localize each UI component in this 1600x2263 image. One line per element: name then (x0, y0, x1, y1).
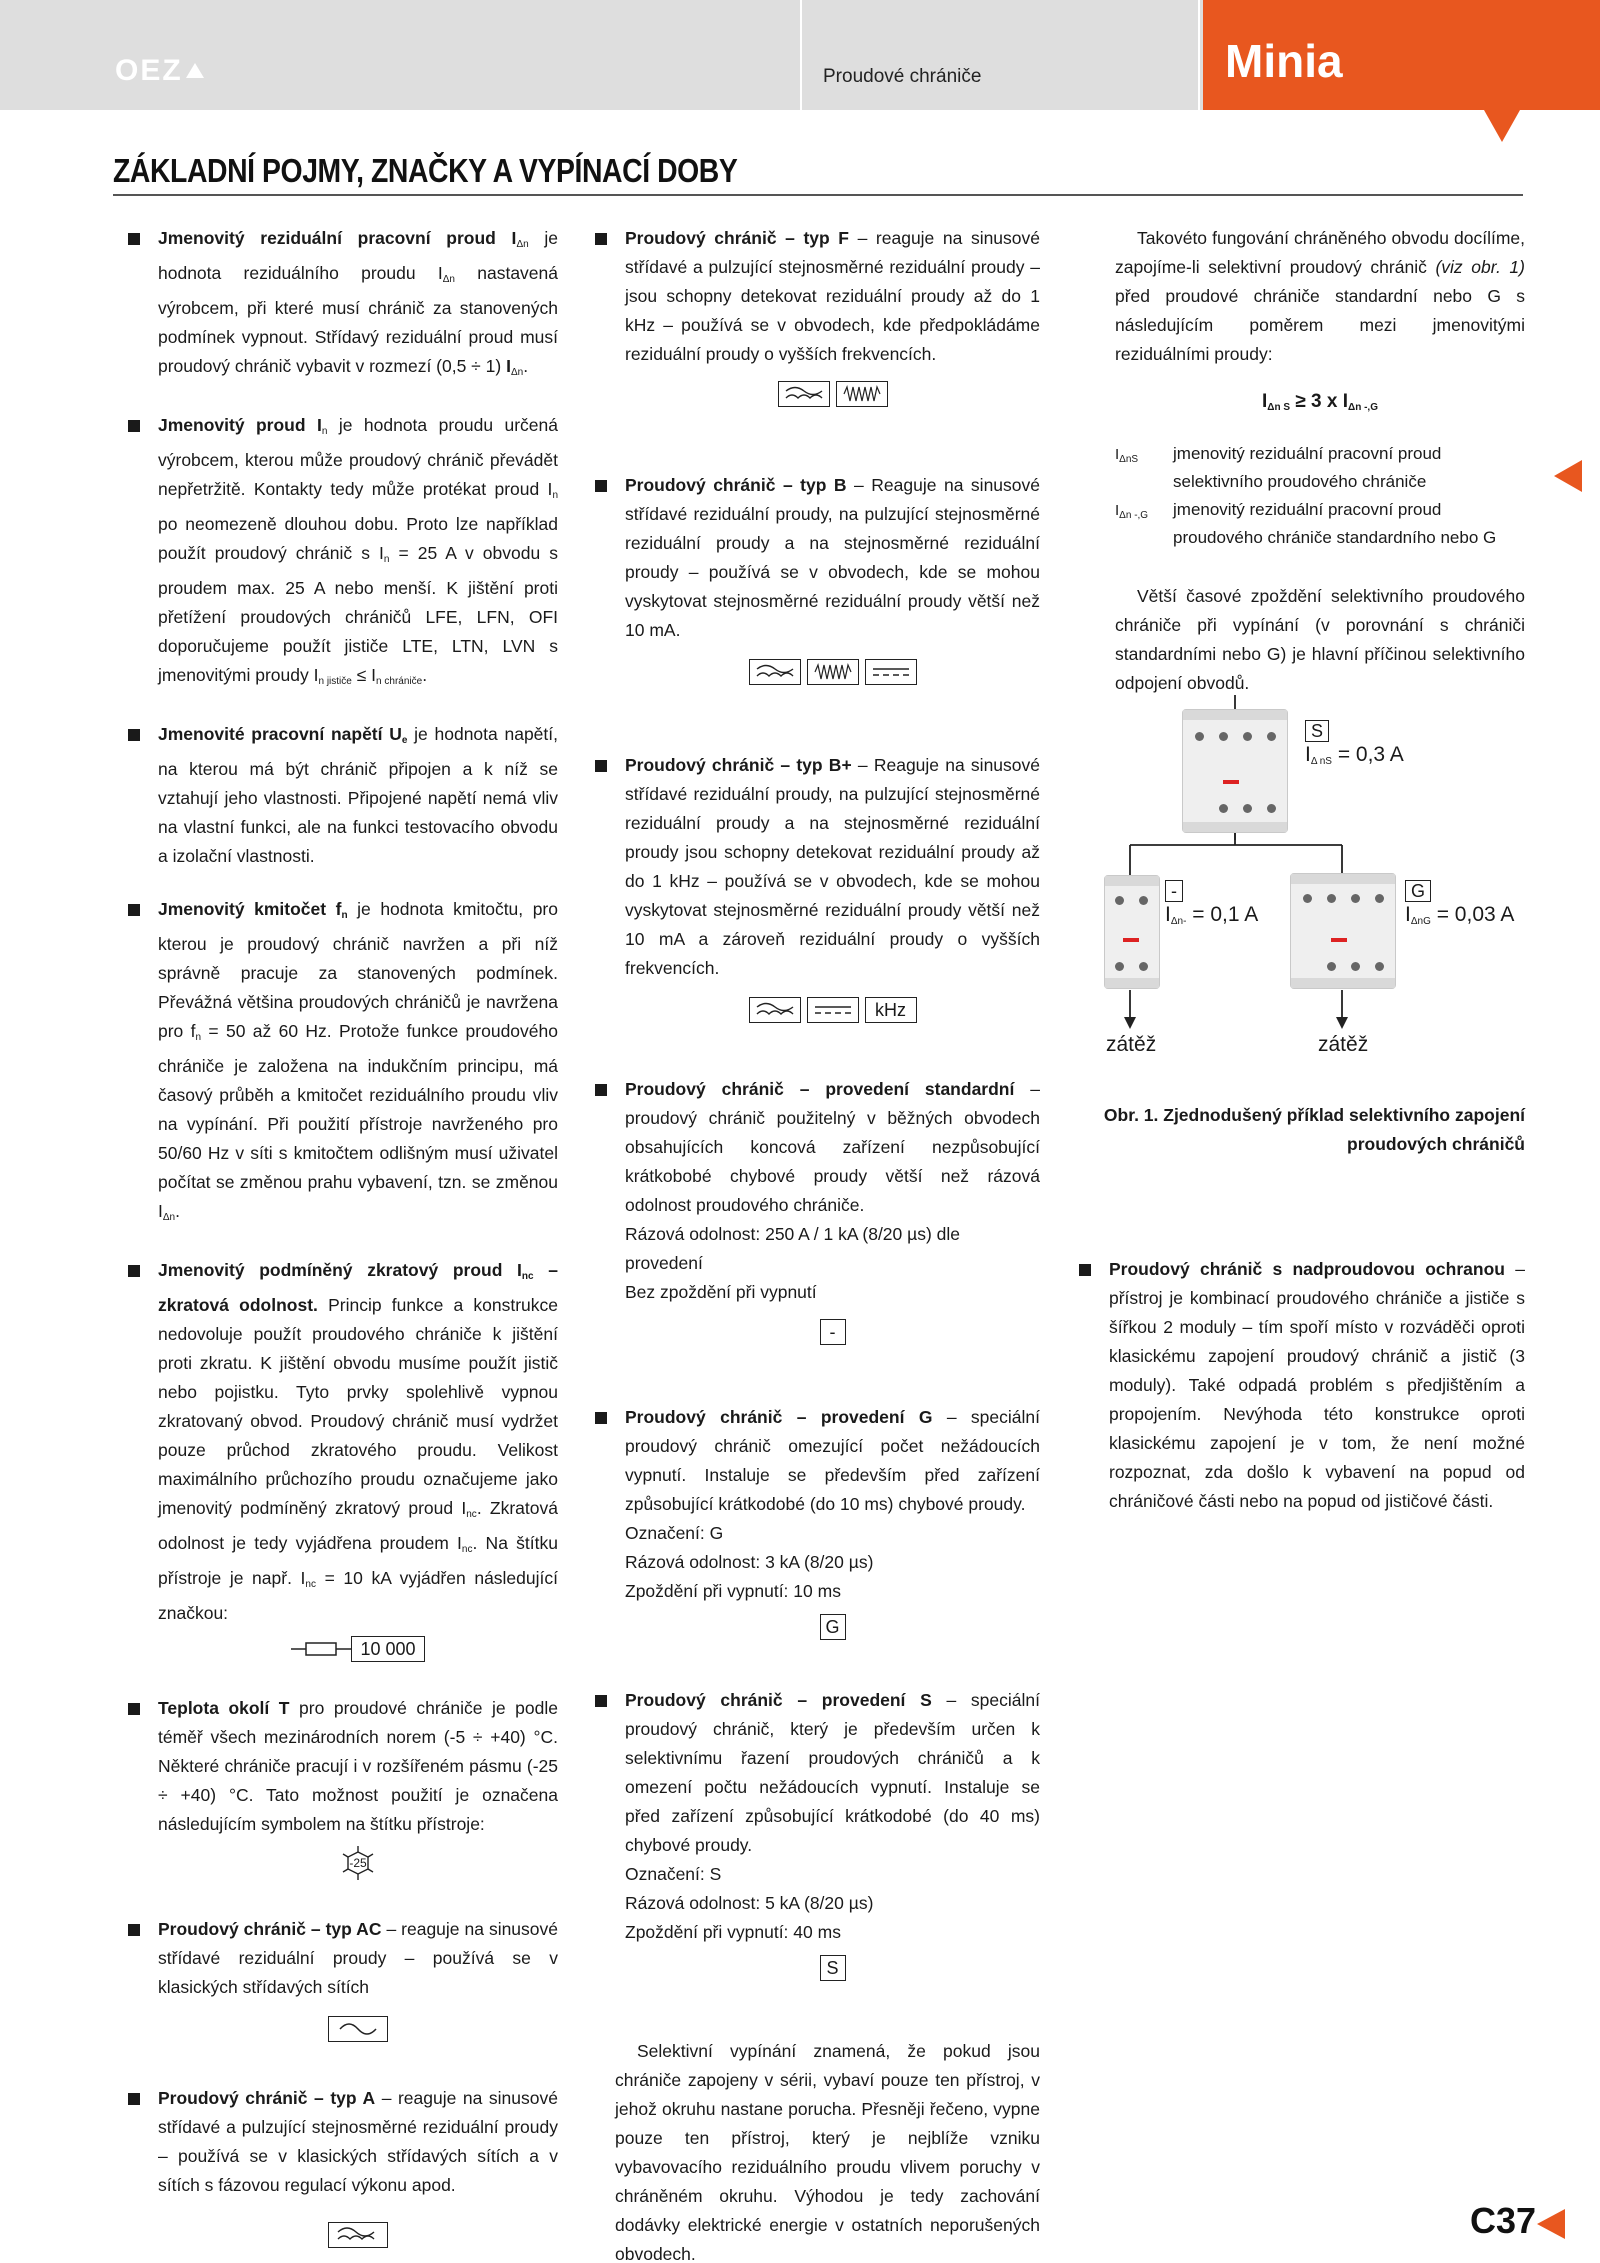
side-marker-icon (1554, 460, 1582, 492)
list-item: Proudový chránič – typ AC – reaguje na sinusové střídavé reziduální proudy – používá se v klasických střídavých sítích (158, 1915, 558, 2042)
bullet-icon (595, 480, 607, 492)
list-item: Jmenovitý kmitočet $f_n$ je hodnota kmitočtu, pro kterou je proudový chránič navržen a při níž správně pracuje za stanovených podmínek. Převážná většina proudových chráničů je navržena pro $f_n = 50$ až 60 Hz. Protože funkce proudového chrániče je založena na indukčním principu, má časový průběh a kmitočet reziduálního proudu vliv na vypínání. Při použití přístroje navrženého pro 50/60 Hz v síti s kmitočtem odlišným musí uživatel počítat se změnou prahu vybavení, tzn. se změnou $I_{\Delta n}$. (158, 895, 558, 1232)
rating-box: 10 000 (351, 1636, 425, 1662)
g-rating-label: G $I_{\Delta nG} = 0,03$ A (1405, 881, 1515, 927)
dc-icon (807, 997, 859, 1023)
load-label: zátěž (1106, 1033, 1157, 1056)
paragraph: Větší časové zpoždění selektivního proudového chrániče při vypínání (v porovnání s chrániči standardními nebo G) je hlavní příčinou selektivního odpojení obvodů. (1115, 586, 1525, 693)
dc-icon (865, 659, 917, 685)
bullet-icon (595, 233, 607, 245)
page-arrow-icon (1537, 2209, 1565, 2239)
figure-caption: Obr. 1. Zjednodušený příklad selektivního zapojení proudových chráničů (1103, 1105, 1525, 1154)
list-item: Teplota okolí T pro proudové chrániče je podle téměř všech mezinárodních norem (-5 ÷ +40) °C. Některé chrániče pracují i v rozšířeném pásmu (-25 ÷ +40) °C. Tato možnost použití je označena následujícím symbolem na štítku přístroje: -25 (158, 1694, 558, 1881)
pulsating-dc-icon (328, 2222, 388, 2248)
standard-rating-label: - $I_{\Delta n-} = 0,1$ A (1165, 881, 1259, 927)
definition-row: $I_{\Delta nS}$ jmenovitý reziduální pracovní proud selektivního proudového chrániče (1115, 444, 1442, 491)
fuse-icon (291, 1639, 351, 1659)
brand-label: Minia (1225, 35, 1343, 87)
pulsating-dc-icon (778, 381, 830, 407)
list-item: Proudový chránič – provedení standardní – proudový chránič použitelný v běžných obvodech obsahujících koncová zařízení nezpůsobující krátkobobé chybové proudy větší než rázová odolnost proudového chrániče. Rázová odolnost: 250 A / 1 kA (8/20 µs) dle provedení Bez zpoždění při vypnutí - (625, 1075, 1040, 1345)
oez-logo: OEZ (115, 54, 204, 88)
high-frequency-icon (807, 659, 859, 685)
list-item: Proudový chránič – typ A – reaguje na sinusové střídavé a pulzující stejnosměrné reziduální proudy – používá se v klasických střídavých sítích a v sítích s fázovou regulací výkonu apod. (158, 2084, 558, 2248)
definition-row: $I_{\Delta n -,G}$ jmenovitý reziduální pracovní proud proudového chrániče standardního nebo G (1115, 500, 1497, 547)
brand-box (1203, 0, 1600, 110)
selective-rating-label: S $I_{\Delta nS} = 0,3$ A (1305, 721, 1404, 767)
bullet-icon (128, 420, 140, 432)
column-1 (158, 224, 558, 2248)
list-item: Proudový chránič – typ B+ – Reaguje na sinusové střídavé reziduální proudy, na pulzující stejnosměrné reziduální proudy a na stejnosměrné reziduální proudy jsou schopny detekovat reziduální proudy až do 1 kHz – používá se v obvodech, kde se mohou vyskytovat stejnosměrné reziduální proudy větší než 10 mA a zároveň reziduální proudy o vyšších frekvencích. kHz (625, 751, 1040, 1023)
selective-rcd (1182, 709, 1288, 833)
header-divider (1198, 0, 1200, 110)
page-number: C37 (1470, 2200, 1537, 2241)
load-label: zátěž (1318, 1033, 1369, 1056)
page-title: ZÁKLADNÍ POJMY, ZNAČKY A VYPÍNACÍ DOBY (113, 152, 738, 189)
pulsating-dc-icon (749, 659, 801, 685)
list-item: Proudový chránič – provedení G – speciální proudový chránič omezující počet nežádoucích vypnutí. Instaluje se především před zařízení způsobující krátkodobé (do 10 ms) chybové proudy. Označení: G Rázová odolnost: 3 kA (8/20 µs) Zpoždění při vypnutí: 10 ms G (625, 1403, 1040, 1640)
s-symbol: S (820, 1955, 846, 1981)
bullet-icon (595, 1695, 607, 1707)
paragraph: Takovéto fungování chráněného obvodu docílíme, zapojíme-li selektivní proudový chránič (viz obr. 1) před proudové chrániče standardní nebo G s následujícím poměrem mezi jmenovitými reziduálními proudy: (1115, 228, 1525, 364)
list-item: Proudový chránič – provedení S – speciální proudový chránič, který je především určen k selektivnímu řazení proudových chráničů a k omezení počtu nežádoucích vypnutí. Instaluje se před zařízení způsobující krátkodobé (do 40 ms) chybové proudy. Označení: S Rázová odolnost: 5 kA (8/20 µs) Zpoždění při vypnutí: 40 ms S (625, 1686, 1040, 1981)
list-item: Jmenovité pracovní napětí $U_e$ je hodnota napětí, na kterou má být chránič připojen a k níž se vztahují jeho vlastnosti. Připojené napětí nemá vliv na vlastní funkci, ale na funkci testovacího obvodu a izolační vlastnosti. (158, 720, 558, 871)
bullet-icon (128, 904, 140, 916)
bullet-icon (128, 2093, 140, 2105)
list-item: Jmenovitý proud $I_n$ je hodnota proudu určená výrobcem, kterou může proudový chránič převádět nepřetržitě. Kontakty tedy může protékat proud $I_n$ po neomezeně dlouhou dobu. Proto lze například použít proudový chránič s $I_n = 25$ A v obvodu s proudem max. 25 A nebo menší. K jištění proti přetížení proudových chráničů LFE, LFN, OFI doporučujeme použít jističe LTE, LTN, LVN s jmenovitými proudy $I_{n jističe} \le I_{n chrániče}$. (158, 411, 558, 696)
selectivity-formula: $I_{\Delta n S} \ge 3$ x $I_{\Delta n -,G}$ (1262, 391, 1378, 413)
bullet-icon (595, 1084, 607, 1096)
column-3-lower (1109, 1255, 1525, 1516)
column-2 (615, 224, 1041, 2263)
bullet-icon (128, 233, 140, 245)
bullet-icon (128, 729, 140, 741)
bullet-icon (595, 1412, 607, 1424)
g-rcd (1290, 873, 1396, 989)
selectivity-figure (1090, 695, 1550, 1070)
khz-label: kHz (865, 997, 917, 1023)
standard-rcd (1104, 875, 1160, 989)
g-symbol: G (820, 1614, 846, 1640)
short-circuit-symbol (158, 1636, 558, 1662)
list-item: Jmenovitý reziduální pracovní proud $I_{\Delta n}$ je hodnota reziduálního proudu $I_{\Delta n}$ nastavená výrobcem, při které musí chránič za stanovených podmínek vypnout. Střídavý reziduální proud musí proudový chránič vybavit v rozmezí (0,5 ÷ 1) $I_{\Delta n}$. (158, 224, 558, 387)
ac-sine-icon (328, 2016, 388, 2042)
list-item: Proudový chránič – typ B – Reaguje na sinusové střídavé reziduální proudy, na pulzující stejnosměrné reziduální proudy a na stejnosměrné reziduální proudy – používá se v obvodech, kde se mohou vyskytovat stejnosměrné reziduální proudy větší než 10 mA. (625, 471, 1040, 685)
list-item: Jmenovitý podmíněný zkratový proud $I_{nc}$ – zkratová odolnost. Princip funkce a konstrukce nedovoluje použít proudového chrániče k jištění proti zkratu. K jištění obvodu musíme použít jistič nebo pojistku. Tyto prvky spolehlivě vypnou zkratovaný obvod. Proudový chránič musí vydržet pouze průchod zkratového proudu. Velikost maximálního průchozího proudu označujeme jako jmenovitý podmíněný zkratový proud $I_{nc}$. Zkratová odolnost je tedy vyjádřena proudem $I_{nc}$. Na štítku přístroje je např. $I_{nc} = 10$ kA vyjádřen následující značkou: 10 000 (158, 1256, 558, 1662)
brand-arrow-icon (1484, 110, 1520, 142)
pulsating-dc-icon (749, 997, 801, 1023)
bullet-icon (1079, 1264, 1091, 1276)
temperature-label: -25 (349, 1856, 367, 1870)
bullet-icon (128, 1924, 140, 1936)
list-item: Proudový chránič – typ F – reaguje na sinusové střídavé a pulzující stejnosměrné reziduální proudy – jsou schopny detekovat reziduální proudy až do 1 kHz – používá se v obvodech, kde předpokládáme reziduální proudy o vyšších frekvencích. (625, 224, 1040, 407)
temperature-symbol (158, 1845, 558, 1881)
header-divider (800, 0, 802, 110)
standard-symbol: - (820, 1319, 846, 1345)
bullet-icon (128, 1703, 140, 1715)
title-rule (113, 194, 1523, 196)
bullet-icon (128, 1265, 140, 1277)
section-title: Proudové chrániče (823, 66, 982, 87)
bullet-icon (595, 760, 607, 772)
column-3 (1115, 224, 1525, 698)
list-item: Proudový chránič s nadproudovou ochranou – přístroj je kombinací proudového chrániče a jističe s šířkou 2 moduly – tím spoří místo v rozváděči oproti klasickému zapojení proudový chránič a jistič (3 moduly). Také odpadá problém s předjištěním a propojením. Nevýhoda této konstrukce oproti klasickému zapojení je v tom, že není možné rozpoznat, zda došlo k vybavení na popud od chráničové části nebo na popud od jističové části. (1109, 1255, 1525, 1516)
high-frequency-icon (836, 381, 888, 407)
selectivity-paragraph: Selektivní vypínání znamená, že pokud jsou chrániče zapojeny v sérii, vybaví pouze ten přístroj, v jehož okruhu nastane porucha. Přesněji řečeno, vypne pouze ten přístroj, který je nejblíže vzniku vybavovacího reziduálního proudu vlivem poruchy v chráněném okruhu. Výhodou je tedy zachování dodávky elektrické energie v ostatních neporušených obvodech. (615, 2041, 1040, 2263)
